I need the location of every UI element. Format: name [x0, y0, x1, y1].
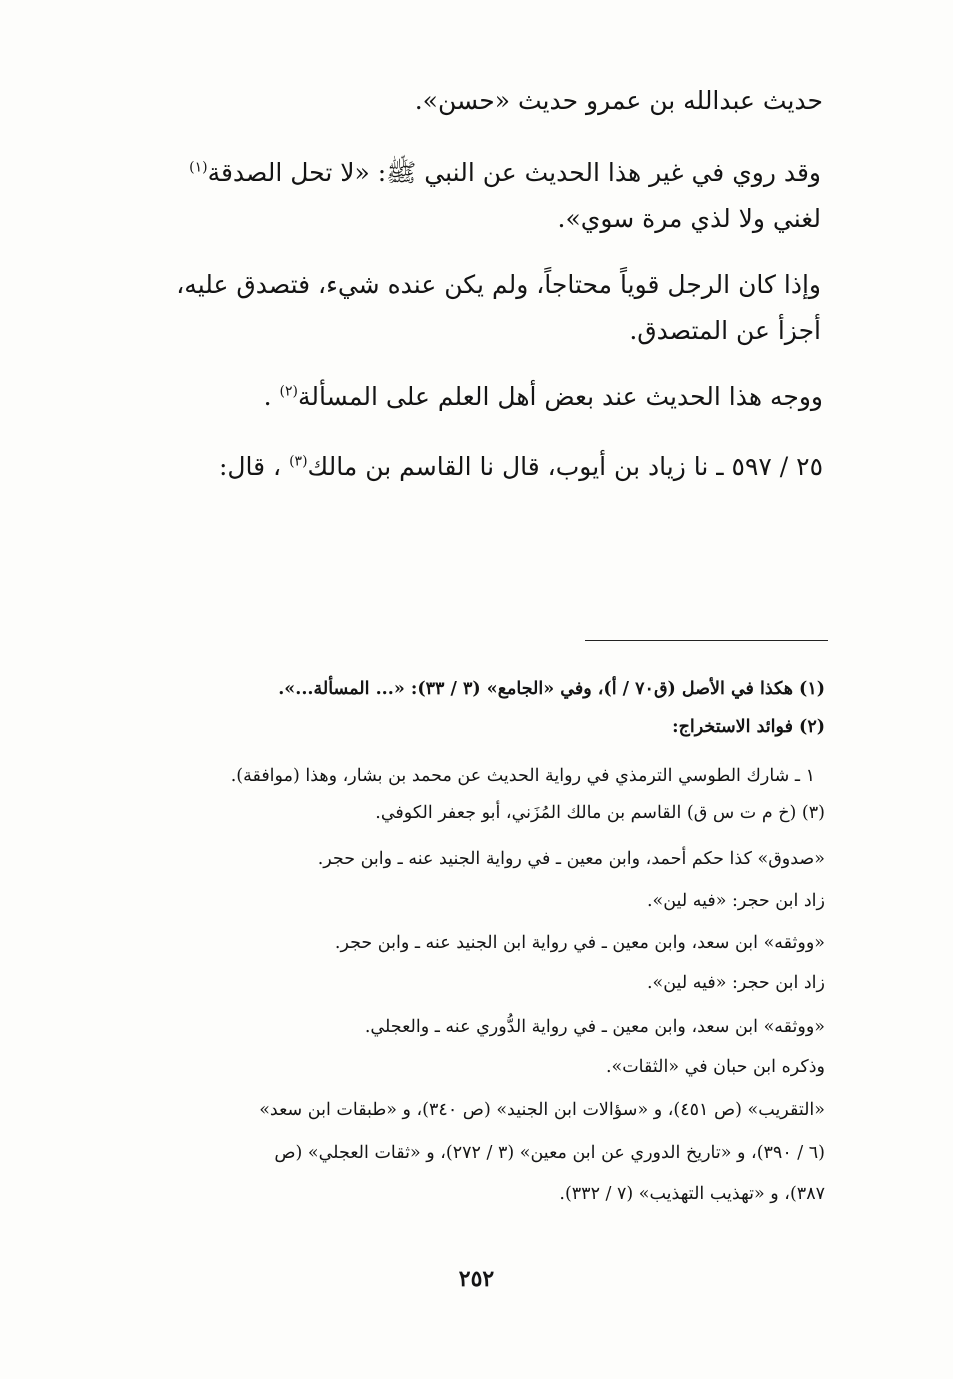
body-line-4: وإذا كان الرجل قوياً محتاجاً، ولم يكن عنده شيء، فتصدق عليه،	[176, 270, 821, 299]
footnote-2: (٢) فوائد الاستخراج:	[672, 717, 825, 737]
footnote-separator	[585, 640, 828, 641]
footnote-3-line-d: زاد ابن حجر: «فيه لين».	[646, 973, 825, 993]
footnote-3-line-g: «التقريب» (ص ٤٥١)، و «سؤالات ابن الجنيد» (ص ٣٤٠)، و «طبقات ابن سعد»	[259, 1100, 825, 1120]
footnote-3-line-i: ٣٨٧)، و «تهذيب التهذيب» (٧ / ٣٣٢).	[559, 1184, 825, 1204]
body-line-5: أجزأ عن المتصدق.	[629, 316, 821, 345]
footnote-ref-3: (٣)	[289, 453, 308, 470]
footnote-3-line-a: «صدوق» كذا حكم أحمد، وابن معين ـ في رواية الجنيد عنه ـ وابن حجر.	[317, 849, 825, 869]
body-line-7	[130, 450, 823, 484]
body-line-6	[130, 380, 823, 414]
body-line-2	[128, 156, 821, 190]
footnote-3-line-b: زاد ابن حجر: «فيه لين».	[646, 891, 825, 911]
footnote-3-line-e: «ووثقه» ابن سعد، وابن معين ـ في رواية الدُّوري عنه ـ والعجلي.	[364, 1017, 825, 1037]
body-line-7-text: ٢٥ / ٥٩٧ ـ نا زياد بن أيوب، قال نا القاسم بن مالك	[307, 452, 823, 481]
footnote-3-line-h: (٦ / ٣٩٠)، و «تاريخ الدوري عن ابن معين» (٣ / ٢٧٢)، و «ثقات العجلي» (ص	[274, 1143, 825, 1163]
body-line-1: حديث عبدالله بن عمرو حديث «حسن».	[414, 86, 823, 115]
body-line-6-end: .	[263, 382, 280, 411]
body-line-7-end: ، قال:	[218, 452, 290, 481]
footnote-2-item: ١ ـ شارك الطوسي الترمذي في رواية الحديث عن محمد بن بشار، وهذا (موافقة).	[230, 766, 815, 786]
footnote-3-line-c: «ووثقه» ابن سعد، وابن معين ـ في رواية ابن الجنيد عنه ـ وابن حجر.	[334, 933, 825, 953]
footnote-3-line-f: وذكره ابن حبان في «الثقات».	[605, 1057, 825, 1077]
footnote-3: (٣) (خ م ت س ق) القاسم بن مالك المُزَني، أبو جعفر الكوفي.	[375, 803, 825, 823]
body-line-3: لغني ولا لذي مرة سوي».	[557, 204, 821, 233]
body-line-6-text: ووجه هذا الحديث عند بعض أهل العلم على المسألة	[298, 382, 823, 411]
footnote-1: (١) هكذا في الأصل (ق٧٠ / أ)، وفي «الجامع» (٣ / ٣٣): «... المسألة...».	[278, 679, 825, 699]
page-number: ٢٥٢	[458, 1266, 495, 1292]
footnote-ref-2: (٢)	[279, 383, 299, 400]
footnote-ref-1: (١)	[189, 159, 208, 176]
body-line-2-text: وقد روي في غير هذا الحديث عن النبي ﷺ: «لا تحل الصدقة	[207, 158, 821, 187]
